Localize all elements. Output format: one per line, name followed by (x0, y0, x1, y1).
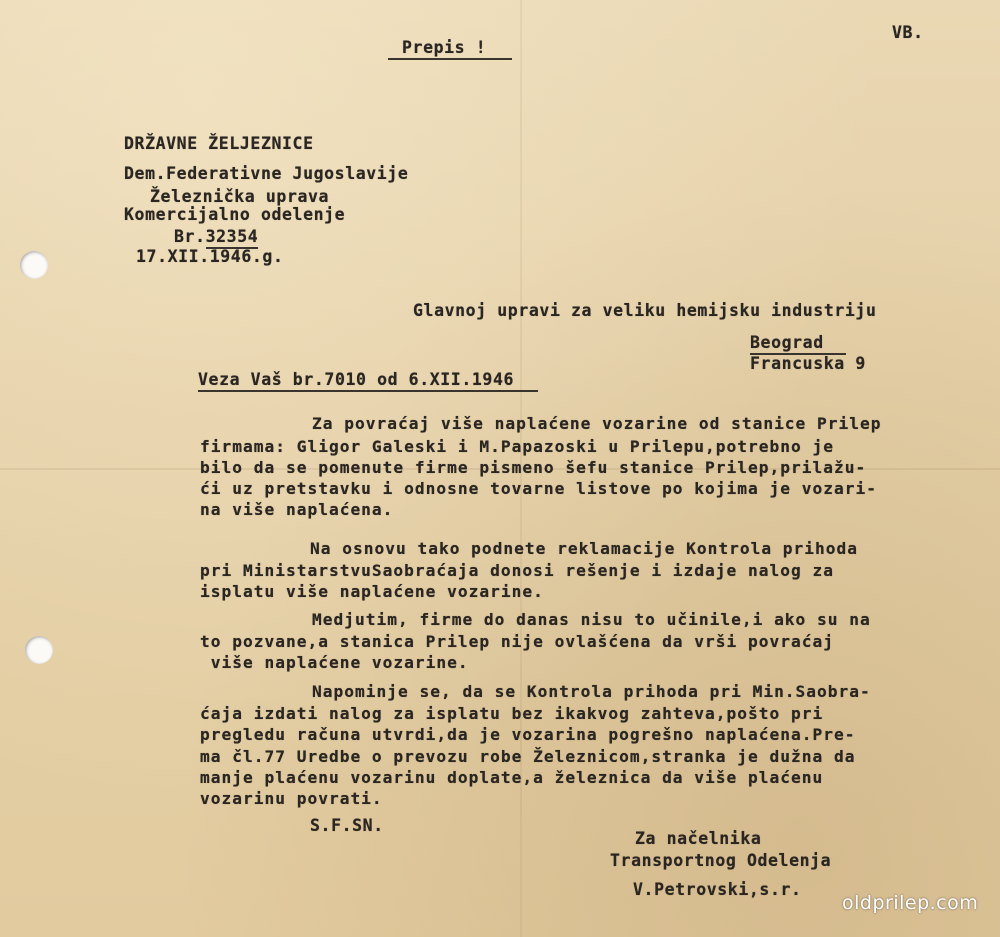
closing-initials: S.F.SN. (310, 816, 384, 835)
signature-line-3: V.Petrovski,s.r. (633, 880, 802, 899)
reference-number (174, 227, 258, 246)
recipient-name: Glavnoj upravi za veliku hemijsku industriju (413, 301, 877, 320)
reference-line: Veza Vaš br.7010 od 6.XII.1946 (198, 370, 538, 392)
paragraph-line: vozarinu povrati. (200, 789, 383, 808)
sender-line-3: Železnička uprava (150, 187, 330, 206)
paragraph-line: pregledu računa utvrdi,da je vozarina pogrešno naplaćena.Pre- (200, 725, 856, 744)
paragraph-line: firmama: Gligor Galeski i M.Papazoski u Prilepu,potrebno je (200, 437, 834, 456)
paragraph-line: Za povraćaj više naplaćene vozarine od stanice Prilep (312, 414, 882, 433)
signature-line-2: Transportnog Odelenja (610, 851, 832, 870)
paragraph-line: ćaja izdati nalog za isplatu bez ikakvog zahteva,pošto pri (200, 704, 824, 723)
sender-line-1: DRŽAVNE ŽELJEZNICE (124, 134, 314, 153)
corner-mark: VB. (892, 23, 924, 42)
punch-hole (20, 251, 48, 279)
recipient-city: Beograd (750, 333, 846, 355)
reference-number-prefix: Br. (174, 227, 206, 246)
sender-line-2: Dem.Federativne Jugoslavije (124, 164, 409, 183)
document-heading: Prepis ! (388, 38, 512, 60)
signature-line-1: Za načelnika (635, 829, 762, 848)
sender-line-4: Komercijalno odelenje (124, 205, 346, 224)
paragraph-line: isplatu više naplaćene vozarine. (200, 582, 544, 601)
paragraph-line: Na osnovu tako podnete reklamacije Kontrola prihoda (310, 539, 859, 558)
paragraph-line: pri MinistarstvuSaobraćaja donosi rešenje i izdaje nalog za (200, 561, 834, 580)
document-date: 17.XII.1946.g. (136, 247, 284, 266)
paragraph-line: Napominje se, da se Kontrola prihoda pri Min.Saobra- (312, 682, 871, 701)
reference-number-value: 32354 (206, 227, 259, 249)
paragraph-line: to pozvane,a stanica Prilep nije ovlašćena da vrši povraćaj (200, 632, 834, 651)
recipient-street: Francuska 9 (750, 354, 866, 373)
paragraph-line: Medjutim, firme do danas nisu to učinile,i ako su na (312, 610, 871, 629)
punch-hole (25, 636, 53, 664)
paragraph-line: manje plaćenu vozarinu doplate,a železnica da više plaćenu (200, 768, 824, 787)
paragraph-line: na više naplaćena. (200, 500, 394, 519)
paragraph-line: ći uz pretstavku i odnosne tovarne listove po kojima je vozari- (200, 479, 877, 498)
site-watermark: oldprilep.com (842, 892, 979, 914)
paragraph-line: bilo da se pomenute firme pismeno šefu stanice Prilep,prilažu- (200, 458, 867, 477)
paragraph-line: više naplaćene vozarine. (200, 653, 469, 672)
paragraph-line: ma čl.77 Uredbe o prevozu robe Železnicom,stranka je dužna da (200, 747, 856, 766)
